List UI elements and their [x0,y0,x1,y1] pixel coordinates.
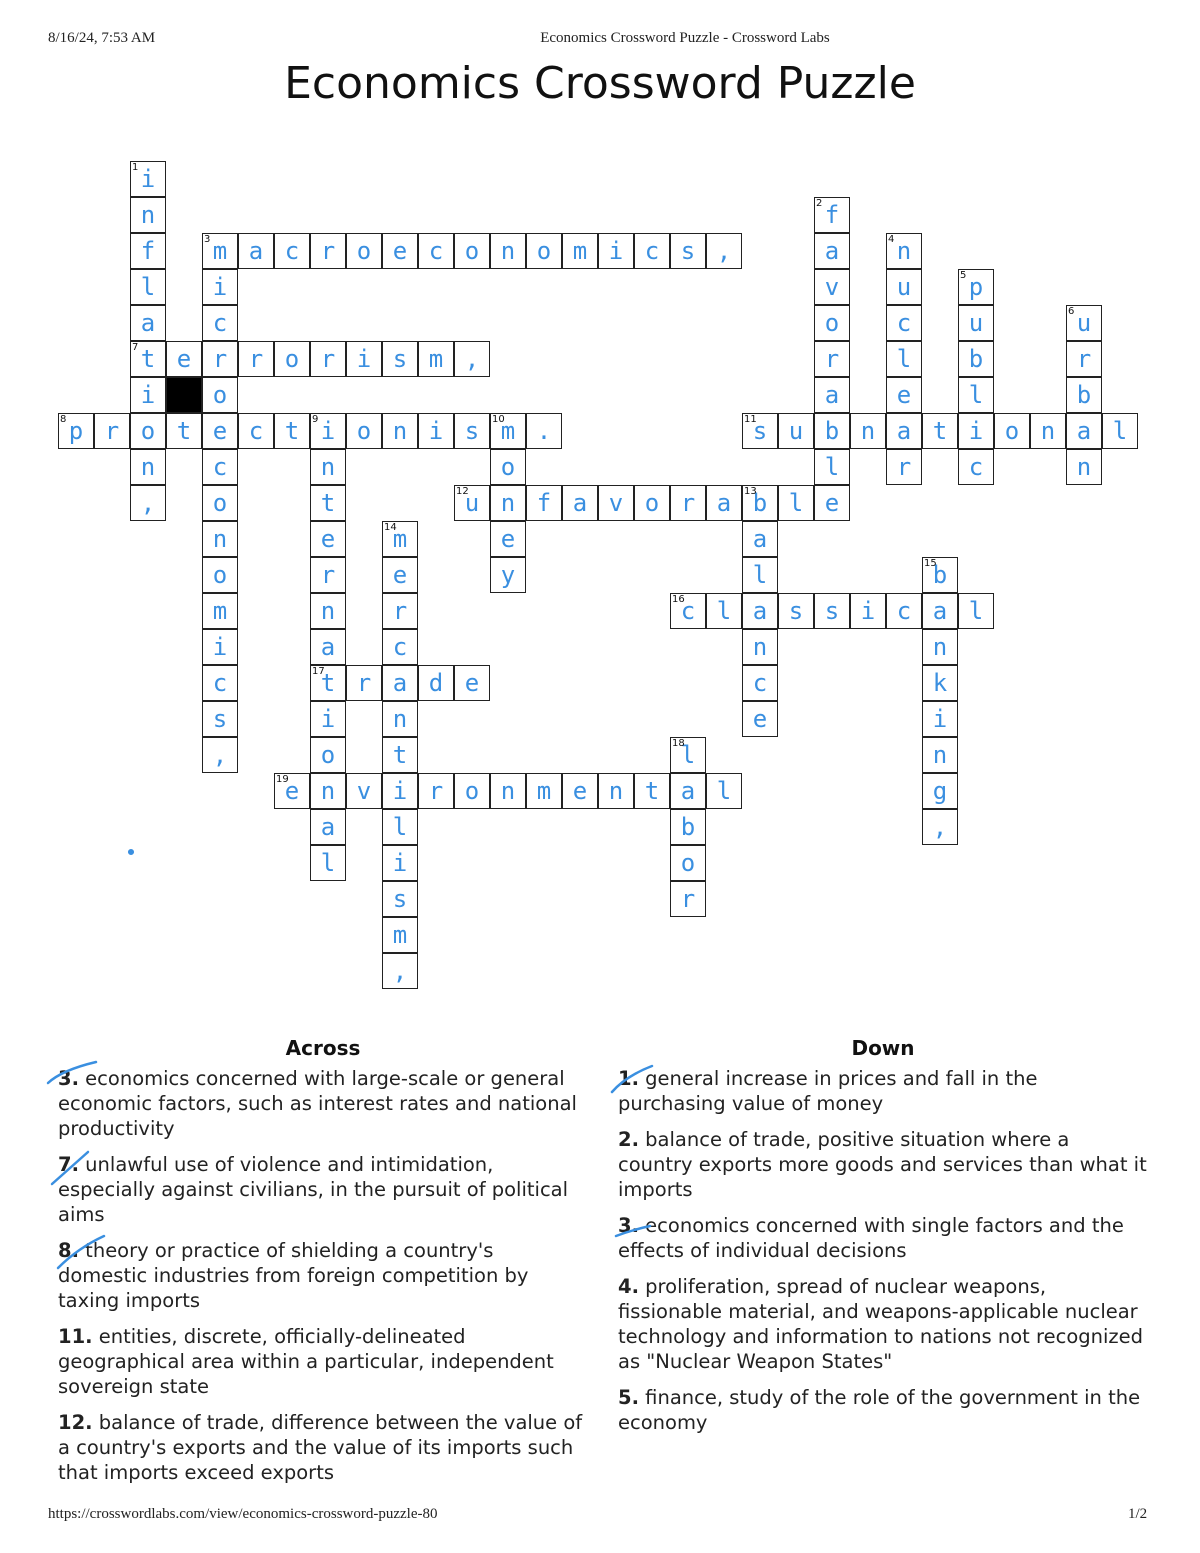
handwritten-answer-letter: n [320,453,336,481]
clue-text: entities, discrete, officially-delineated geographical area within a particular, independent sovereign state [58,1325,554,1398]
handwritten-answer-letter: n [1076,453,1092,481]
clue-number: 3 [204,234,211,245]
handwritten-answer-letter: c [212,669,228,697]
clue-text: balance of trade, positive situation where a country exports more goods and services than what it imports [618,1128,1147,1201]
handwritten-answer-letter: l [680,741,696,769]
handwritten-answer-letter: e [176,345,192,373]
handwritten-answer-letter: r [212,345,228,373]
handwritten-answer-letter: e [752,705,768,733]
handwritten-answer-letter: s [392,345,408,373]
handwritten-answer-letter: c [248,417,264,445]
print-page-title: Economics Crossword Puzzle - Crossword Labs [540,30,830,46]
handwritten-answer-letter: i [320,417,336,445]
clue-number-label: 5. [618,1386,639,1409]
handwritten-answer-letter: i [968,417,984,445]
handwritten-answer-letter: r [320,237,336,265]
handwritten-answer-letter: i [212,633,228,661]
handwritten-answer-letter: e [212,417,228,445]
handwritten-answer-letter: m [392,921,408,949]
handwritten-answer-letter: r [428,777,444,805]
handwritten-answer-letter: o [284,345,300,373]
clue-text: economics concerned with single factors and the effects of individual decisions [618,1214,1124,1262]
clue-number: 5 [960,270,967,281]
handwritten-answer-letter: n [500,777,516,805]
clue-number-label: 4. [618,1275,639,1298]
handwritten-answer-letter: c [392,633,408,661]
handwritten-answer-letter: o [212,561,228,589]
handwritten-answer-letter: , [716,237,732,265]
handwritten-answer-letter: l [716,597,732,625]
handwritten-answer-letter: c [644,237,660,265]
handwritten-answer-letter: t [140,345,156,373]
puzzle-title: Economics Crossword Puzzle [284,58,916,109]
handwritten-answer-letter: b [968,345,984,373]
down-heading: Down [851,1036,915,1060]
handwritten-answer-letter: l [788,489,804,517]
clue-number: 9 [312,414,319,425]
handwritten-answer-letter: n [500,237,516,265]
handwritten-answer-letter: l [140,273,156,301]
handwritten-answer-letter: e [500,525,516,553]
handwritten-answer-letter: a [896,417,912,445]
handwritten-answer-letter: c [968,453,984,481]
clue-number-label: 1. [618,1067,639,1090]
handwritten-answer-letter: o [212,489,228,517]
check-mark [48,1062,96,1083]
handwritten-answer-letter: b [680,813,696,841]
handwritten-answer-letter: p [68,417,84,445]
clue-number-label: 2. [618,1128,639,1151]
handwritten-answer-letter: , [392,957,408,985]
handwritten-answer-letter: l [824,453,840,481]
handwritten-answer-letter: e [464,669,480,697]
handwritten-answer-letter: f [536,489,552,517]
clue-number: 10 [492,414,505,425]
handwritten-answer-letter: v [608,489,624,517]
print-timestamp: 8/16/24, 7:53 AM [48,30,156,46]
handwritten-answer-letter: e [392,237,408,265]
handwritten-answer-letter: r [248,345,264,373]
handwritten-answer-letter: t [932,417,948,445]
handwritten-answer-letter: r [680,489,696,517]
clue-text: economics concerned with large-scale or general economic factors, such as interest rates and national productivity [58,1067,577,1140]
handwritten-answer-letter: o [644,489,660,517]
handwritten-answer-letter: i [860,597,876,625]
handwritten-answer-letter: c [680,597,696,625]
handwritten-answer-letter: l [968,381,984,409]
handwritten-answer-letter: a [716,489,732,517]
handwritten-answer-letter: o [824,309,840,337]
handwritten-answer-letter: a [140,309,156,337]
clue-number-label: 7. [58,1153,79,1176]
clue-text: unlawful use of violence and intimidation, especially against civilians, in the pursuit of political aims [58,1153,569,1226]
handwritten-answer-letter: u [1076,309,1092,337]
handwritten-answer-letter: n [608,777,624,805]
handwritten-answer-letter: r [824,345,840,373]
handwritten-answer-letter: a [824,381,840,409]
handwritten-answer-letter: i [428,417,444,445]
handwritten-answer-letter: m [536,777,552,805]
handwritten-answer-letter: , [932,813,948,841]
clue-text: theory or practice of shielding a country's domestic industries from foreign competition by taxing imports [58,1239,529,1312]
clue-number: 12 [456,486,469,497]
handwritten-answer-letter: f [140,237,156,265]
handwritten-answer-letter: o [356,417,372,445]
handwritten-answer-letter: m [392,525,408,553]
handwritten-answer-letter: i [140,381,156,409]
handwritten-answer-letter: a [392,669,408,697]
handwritten-answer-letter: n [860,417,876,445]
handwritten-answer-letter: u [788,417,804,445]
handwritten-answer-letter: n [320,777,336,805]
handwritten-answer-letter: b [1076,381,1092,409]
handwritten-answer-letter: e [572,777,588,805]
handwritten-answer-letter: c [896,597,912,625]
handwritten-answer-letter: u [968,309,984,337]
handwritten-answer-letter: r [320,561,336,589]
clue-number-label: 12. [58,1411,93,1434]
handwritten-answer-letter: c [896,309,912,337]
handwritten-answer-letter: o [320,741,336,769]
handwritten-answer-letter: i [932,705,948,733]
clue-number: 6 [1068,306,1075,317]
handwritten-answer-letter: r [104,417,120,445]
handwritten-answer-letter: v [356,777,372,805]
clue-number: 13 [744,486,757,497]
clue-number: 11 [744,414,757,425]
handwritten-answer-letter: a [248,237,264,265]
handwritten-answer-letter: n [1040,417,1056,445]
handwritten-answer-letter: r [1076,345,1092,373]
print-url: https://crosswordlabs.com/view/economics-crossword-puzzle-80 [48,1506,438,1522]
handwritten-answer-letter: e [320,525,336,553]
handwritten-answer-letter: r [320,345,336,373]
clue-number-label: 11. [58,1325,93,1348]
handwritten-answer-letter: o [536,237,552,265]
handwritten-answer-letter: r [896,453,912,481]
clue-number: 17 [312,666,325,677]
handwritten-answer-letter: s [824,597,840,625]
clue-number: 14 [384,522,397,533]
clue-number: 15 [924,558,937,569]
clue-text: proliferation, spread of nuclear weapons, fissionable material, and weapons-applicable nuclear technology and information to nations not recognized as "Nuclear Weapon States" [618,1275,1144,1373]
handwritten-answer-letter: m [428,345,444,373]
pen-dot [129,850,133,854]
handwritten-answer-letter: i [392,849,408,877]
handwritten-answer-letter: c [428,237,444,265]
handwritten-answer-letter: l [320,849,336,877]
handwritten-answer-letter: m [572,237,588,265]
handwritten-answer-letter: i [608,237,624,265]
handwritten-answer-letter: s [212,705,228,733]
check-mark [616,1226,650,1236]
handwritten-answer-letter: o [464,237,480,265]
handwritten-answer-letter: s [392,885,408,913]
clue-text: finance, study of the role of the government in the economy [618,1386,1141,1434]
handwritten-answer-letter: i [140,165,156,193]
clue-number-label: 8. [58,1239,79,1262]
handwritten-answer-letter: , [140,489,156,517]
handwritten-answer-letter: r [356,669,372,697]
handwritten-answer-letter: o [464,777,480,805]
handwritten-answer-letter: t [320,489,336,517]
handwritten-answer-letter: c [212,309,228,337]
handwritten-answer-letter: u [896,273,912,301]
handwritten-answer-letter: b [824,417,840,445]
handwritten-answer-letter: s [788,597,804,625]
handwritten-answer-letter: p [968,273,984,301]
clue-number-label: 3. [618,1214,639,1237]
handwritten-answer-letter: o [1004,417,1020,445]
handwritten-answer-letter: a [680,777,696,805]
handwritten-answer-letter: o [140,417,156,445]
handwritten-answer-letter: e [824,489,840,517]
handwritten-answer-letter: y [500,561,516,589]
handwritten-answer-letter: t [284,417,300,445]
handwritten-answer-letter: i [392,777,408,805]
handwritten-answer-letter: a [752,525,768,553]
handwritten-answer-letter: n [932,741,948,769]
handwritten-answer-letter: v [824,273,840,301]
handwritten-answer-letter: n [392,417,408,445]
handwritten-answer-letter: b [752,489,768,517]
handwritten-answer-letter: o [356,237,372,265]
handwritten-answer-letter: o [500,453,516,481]
handwritten-answer-letter: n [320,597,336,625]
handwritten-answer-letter: e [896,381,912,409]
across-heading: Across [285,1036,361,1060]
clue-number: 16 [672,594,685,605]
clue-text: general increase in prices and fall in the purchasing value of money [618,1067,1038,1115]
handwritten-answer-letter: f [824,201,840,229]
handwritten-answer-letter: n [212,525,228,553]
clue-number: 19 [276,774,289,785]
clue-number: 18 [672,738,685,749]
handwritten-answer-letter: r [680,885,696,913]
handwritten-answer-letter: r [392,597,408,625]
handwritten-answer-letter: d [428,669,444,697]
handwritten-answer-letter: i [212,273,228,301]
handwritten-answer-letter: o [680,849,696,877]
handwritten-answer-letter: o [212,381,228,409]
handwritten-answer-letter: t [392,741,408,769]
handwritten-answer-letter: a [932,597,948,625]
clue-number: 1 [132,162,139,173]
clue-number: 7 [132,342,139,353]
handwritten-answer-letter: m [212,237,228,265]
check-mark [52,1152,88,1184]
handwritten-answer-letter: i [320,705,336,733]
handwritten-answer-letter: e [392,561,408,589]
handwritten-answer-letter: u [464,489,480,517]
handwritten-answer-letter: n [932,633,948,661]
handwritten-answer-letter: l [1112,417,1128,445]
handwritten-answer-letter: a [572,489,588,517]
handwritten-answer-letter: l [896,345,912,373]
handwritten-answer-letter: b [932,561,948,589]
handwritten-answer-letter: m [500,417,516,445]
handwritten-answer-letter: n [896,237,912,265]
clue-number: 8 [60,414,67,425]
handwritten-answer-letter: l [968,597,984,625]
handwritten-answer-letter: l [716,777,732,805]
handwritten-answer-letter: c [284,237,300,265]
handwritten-answer-letter: t [320,669,336,697]
handwritten-answer-letter: c [212,453,228,481]
handwritten-answer-letter: n [752,633,768,661]
handwritten-answer-letter: l [392,813,408,841]
handwritten-answer-letter: s [680,237,696,265]
handwritten-answer-letter: , [464,345,480,373]
handwritten-answer-letter: i [356,345,372,373]
check-mark [612,1066,652,1092]
handwritten-answer-letter: a [752,597,768,625]
handwritten-answer-letter: n [500,489,516,517]
check-mark [58,1236,104,1268]
clue-number: 4 [888,234,895,245]
clue-text: balance of trade, difference between the value of a country's exports and the value of its imports such that imports exceed exports [58,1411,583,1484]
handwritten-answer-letter: . [536,417,552,445]
handwritten-answer-letter: n [140,453,156,481]
handwritten-answer-letter: s [464,417,480,445]
handwritten-answer-letter: a [320,633,336,661]
handwritten-answer-letter: m [212,597,228,625]
handwritten-answer-letter: n [140,201,156,229]
print-page-number: 1/2 [1128,1506,1148,1522]
handwritten-answer-letter: c [752,669,768,697]
handwritten-answer-letter: g [932,777,948,805]
handwritten-answer-letter: t [176,417,192,445]
handwritten-answer-letter: e [284,777,300,805]
handwritten-answer-letter: a [320,813,336,841]
handwritten-answer-letter: t [644,777,660,805]
clue-number-label: 3. [58,1067,79,1090]
handwritten-answer-letter: l [752,561,768,589]
handwritten-answer-letter: , [212,741,228,769]
handwritten-answer-letter: a [824,237,840,265]
handwritten-answer-letter: n [392,705,408,733]
handwritten-answer-letter: s [752,417,768,445]
handwritten-answer-letter: a [1076,417,1092,445]
handwritten-answer-letter: k [932,669,948,697]
clue-number: 2 [816,198,823,209]
